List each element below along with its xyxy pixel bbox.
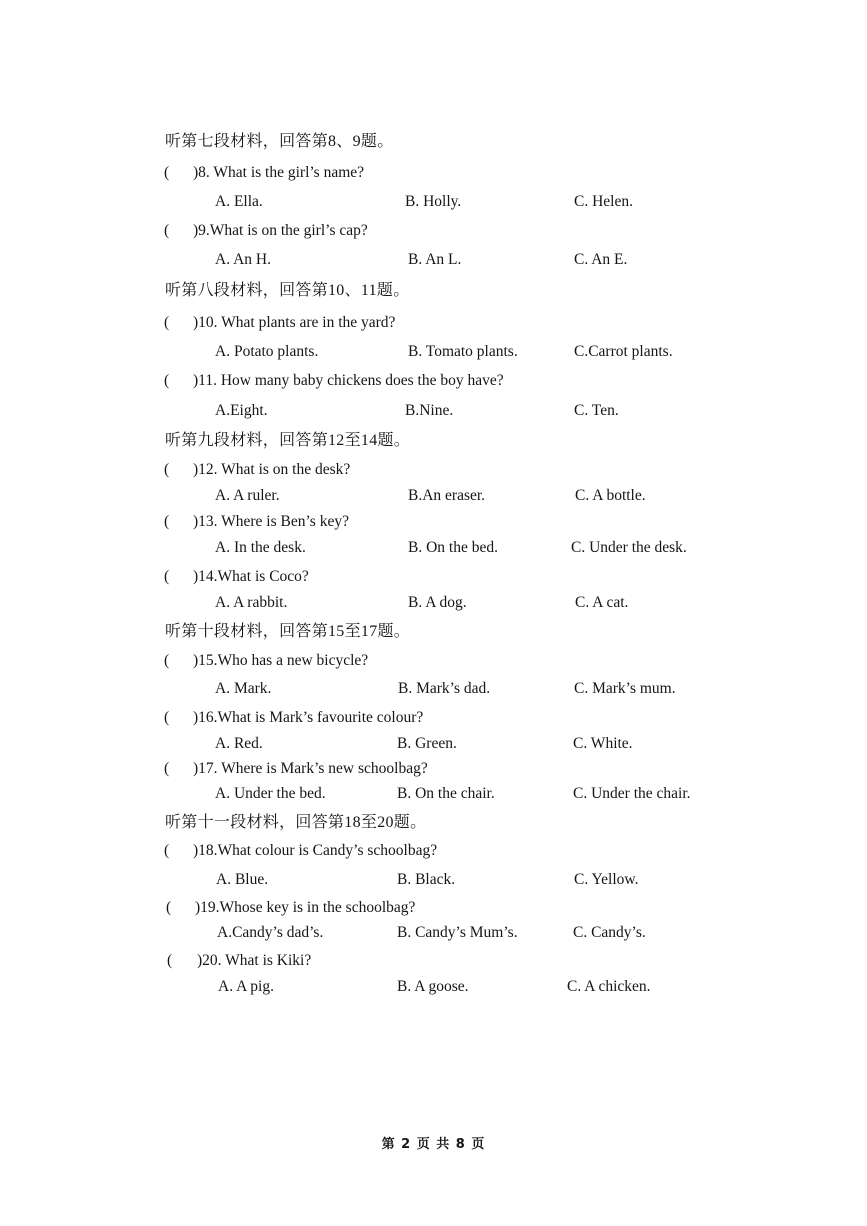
option-c: C. White.	[573, 735, 633, 752]
question-15	[0, 649, 867, 673]
option-c: C.Carrot plants.	[574, 343, 673, 360]
option-a: A. An H.	[215, 251, 271, 268]
options-18	[0, 868, 867, 892]
option-c: C. A bottle.	[575, 487, 646, 504]
question-text: )19.Whose key is in the schoolbag?	[195, 899, 416, 916]
question-text: )15.Who has a new bicycle?	[193, 652, 369, 669]
answer-bracket[interactable]: (	[167, 952, 173, 969]
option-a: A. In the desk.	[215, 539, 306, 556]
option-c: C. Yellow.	[574, 871, 639, 888]
option-a: A.Candy’s dad’s.	[217, 924, 324, 941]
page-number: 第 2 页 共 8 页	[381, 1137, 486, 1152]
option-b: B. An L.	[408, 251, 462, 268]
option-a: A. Under the bed.	[215, 785, 326, 802]
question-14	[0, 565, 867, 589]
section-heading-text: 听第十段材料，回答第15至17题。	[165, 623, 411, 640]
section-heading	[0, 429, 867, 453]
question-text: )10. What plants are in the yard?	[193, 314, 396, 331]
question-11	[0, 369, 867, 393]
option-b: B. On the bed.	[408, 539, 498, 556]
answer-bracket[interactable]: (	[164, 513, 170, 530]
option-b: B. Mark’s dad.	[398, 680, 491, 697]
option-c: C. Helen.	[574, 193, 633, 210]
option-c: C. Mark’s mum.	[574, 680, 676, 697]
option-c: C. An E.	[574, 251, 628, 268]
question-19	[0, 896, 867, 920]
question-8	[0, 161, 867, 185]
question-17	[0, 757, 867, 781]
question-text: )14.What is Coco?	[193, 568, 309, 585]
options-15	[0, 677, 867, 701]
option-b: B. A dog.	[408, 594, 467, 611]
option-a: A. A pig.	[218, 978, 274, 995]
answer-bracket[interactable]: (	[164, 461, 170, 478]
option-a: A. Ella.	[215, 193, 263, 210]
question-text: )9.What is on the girl’s cap?	[193, 222, 368, 239]
question-16	[0, 706, 867, 730]
option-b: B.An eraser.	[408, 487, 486, 504]
options-8	[0, 190, 867, 214]
option-c: C. Under the desk.	[571, 539, 687, 556]
options-19	[0, 921, 867, 945]
option-a: A. Mark.	[215, 680, 272, 697]
option-b: B. Green.	[397, 735, 457, 752]
section-heading	[0, 620, 867, 644]
question-9	[0, 219, 867, 243]
section-heading-text: 听第九段材料，回答第12至14题。	[165, 432, 411, 449]
question-10	[0, 311, 867, 335]
question-text: )20. What is Kiki?	[197, 952, 312, 969]
question-text: )8. What is the girl’s name?	[193, 164, 365, 181]
option-a: A. Blue.	[216, 871, 269, 888]
section-heading-text: 听第七段材料，回答第8、9题。	[165, 133, 394, 150]
section-heading-text: 听第八段材料，回答第10、11题。	[165, 282, 410, 299]
option-c: C. Candy’s.	[573, 924, 646, 941]
option-a: A.Eight.	[215, 402, 268, 419]
options-12	[0, 484, 867, 508]
question-12	[0, 458, 867, 482]
answer-bracket[interactable]: (	[164, 842, 170, 859]
option-c: C. Ten.	[574, 402, 619, 419]
question-text: )12. What is on the desk?	[193, 461, 351, 478]
option-b: B. A goose.	[397, 978, 469, 995]
answer-bracket[interactable]: (	[164, 652, 170, 669]
question-text: )18.What colour is Candy’s schoolbag?	[193, 842, 438, 859]
question-text: )16.What is Mark’s favourite colour?	[193, 709, 424, 726]
answer-bracket[interactable]: (	[164, 709, 170, 726]
question-text: )13. Where is Ben’s key?	[193, 513, 349, 530]
option-c: C. A chicken.	[567, 978, 651, 995]
option-a: A. Red.	[215, 735, 263, 752]
option-b: B. Holly.	[405, 193, 462, 210]
option-c: C. Under the chair.	[573, 785, 691, 802]
options-9	[0, 248, 867, 272]
answer-bracket[interactable]: (	[164, 372, 170, 389]
option-b: B.Nine.	[405, 402, 454, 419]
answer-bracket[interactable]: (	[164, 222, 170, 239]
option-c: C. A cat.	[575, 594, 629, 611]
answer-bracket[interactable]: (	[166, 899, 172, 916]
options-16	[0, 732, 867, 756]
answer-bracket[interactable]: (	[164, 164, 170, 181]
question-text: )17. Where is Mark’s new schoolbag?	[193, 760, 428, 777]
option-b: B. Black.	[397, 871, 456, 888]
options-20	[0, 975, 867, 999]
section-heading-text: 听第十一段材料，回答第18至20题。	[165, 814, 427, 831]
section-heading	[0, 279, 867, 303]
answer-bracket[interactable]: (	[164, 314, 170, 331]
answer-bracket[interactable]: (	[164, 760, 170, 777]
option-b: B. Tomato plants.	[408, 343, 518, 360]
section-heading	[0, 130, 867, 154]
option-a: A. A ruler.	[215, 487, 280, 504]
options-11	[0, 399, 867, 423]
option-a: A. A rabbit.	[215, 594, 288, 611]
option-b: B. Candy’s Mum’s.	[397, 924, 518, 941]
options-17	[0, 782, 867, 806]
question-20	[0, 949, 867, 973]
answer-bracket[interactable]: (	[164, 568, 170, 585]
question-text: )11. How many baby chickens does the boy have?	[193, 372, 504, 389]
option-b: B. On the chair.	[397, 785, 495, 802]
options-10	[0, 340, 867, 364]
section-heading	[0, 811, 867, 835]
options-13	[0, 536, 867, 560]
options-14	[0, 591, 867, 615]
question-18	[0, 839, 867, 863]
question-13	[0, 510, 867, 534]
option-a: A. Potato plants.	[215, 343, 319, 360]
